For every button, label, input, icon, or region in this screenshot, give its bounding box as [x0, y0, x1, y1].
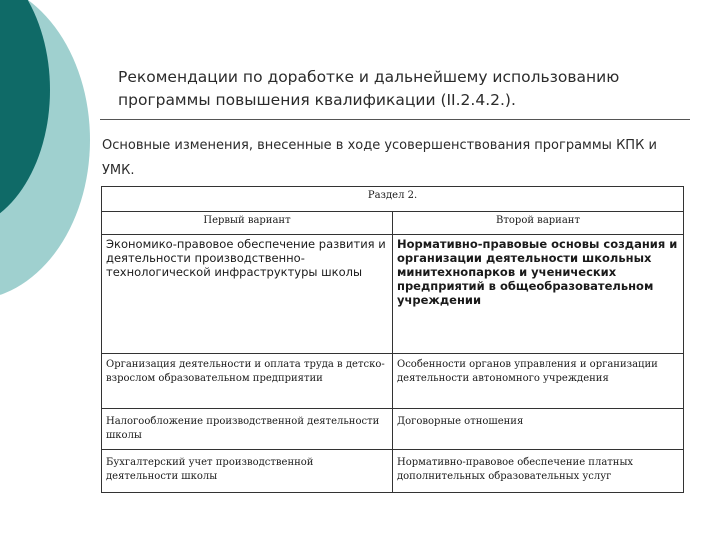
table-cell-second: Особенности органов управления и организации деятельности автономного учреждения [393, 354, 684, 409]
table-cell-first: Экономико-правовое обеспечение развития и деятельности производственно-технологической инфраструктуры школы [102, 235, 393, 354]
column-header-row [102, 212, 684, 235]
slide-title: Рекомендации по доработке и дальнейшему использованию программы повышения квалификации (II.2.4.2.). [118, 68, 620, 109]
section-row [102, 187, 684, 212]
table-cell-first: Организация деятельности и оплата труда в детско-взрослом образовательном предприятии [102, 354, 393, 409]
comparison-table [101, 186, 684, 493]
column-header-second: Второй вариант [393, 212, 684, 235]
table-row [102, 354, 684, 409]
table-cell-second: Нормативно-правовые основы создания и организации деятельности школьных минитехнопарков и ученических предприятий в общеобразовательном учреждении [393, 235, 684, 354]
table-cell-first: Налогообложение производственной деятельности школы [102, 409, 393, 450]
column-header-first: Первый вариант [102, 212, 393, 235]
section-header: Раздел 2. [102, 187, 684, 212]
table-row [102, 235, 684, 354]
slide-subtitle: Основные изменения, внесенные в ходе усовершенствования программы КПК и УМК. [102, 138, 657, 178]
title-divider [100, 119, 690, 120]
table-cell-second: Договорные отношения [393, 409, 684, 450]
decorative-shapes [0, 0, 110, 300]
table-cell-second: Нормативно-правовое обеспечение платных дополнительных образовательных услуг [393, 450, 684, 493]
table-row [102, 450, 684, 493]
table-cell-first: Бухгалтерский учет производственной деятельности школы [102, 450, 393, 493]
table-row [102, 409, 684, 450]
